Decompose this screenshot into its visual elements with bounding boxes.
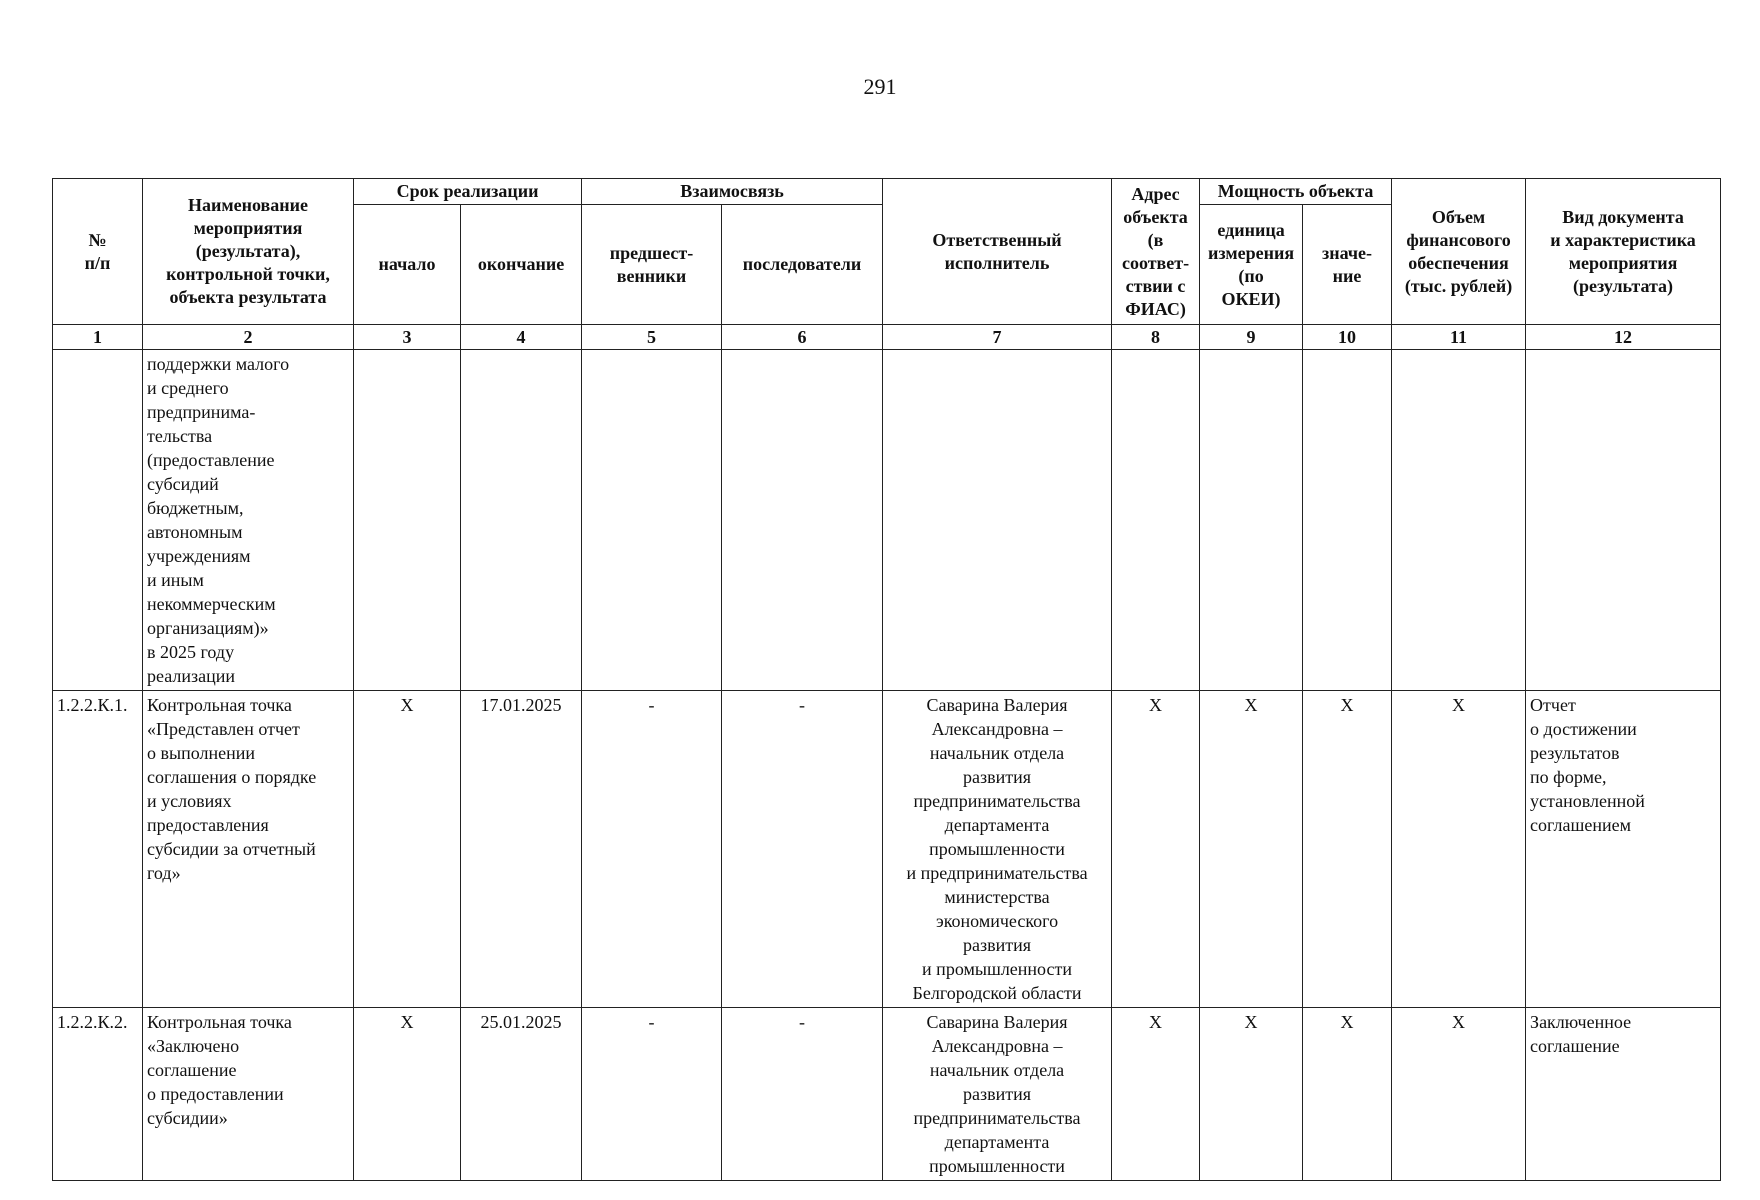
header-capacity-unit: единица измерения (по ОКЕИ) <box>1200 205 1303 325</box>
header-link-group: Взаимосвязь <box>582 179 883 205</box>
cell-prev <box>582 350 722 691</box>
cell-next: - <box>722 1008 883 1181</box>
cell-next: - <box>722 691 883 1008</box>
cell-no: 1.2.2.К.2. <box>53 1008 143 1181</box>
cell-unit: X <box>1200 691 1303 1008</box>
header-term-end: окончание <box>461 205 582 325</box>
cell-unit <box>1200 350 1303 691</box>
cell-prev: - <box>582 1008 722 1181</box>
header-term-start: начало <box>354 205 461 325</box>
column-number-row <box>53 325 1721 350</box>
header-finance: Объем финансового обеспечения (тыс. рублей) <box>1392 179 1526 325</box>
cell-responsible: Саварина Валерия Александровна – начальник отдела развития предпринимательства департамента промышленности и предпринимательства министерства экономического развития и промышленности Белгородской области <box>883 691 1112 1008</box>
cell-finance: X <box>1392 1008 1526 1181</box>
cell-responsible: Саварина Валерия Александровна – начальник отдела развития предпринимательства департамента промышленности <box>883 1008 1112 1181</box>
cell-finance: X <box>1392 691 1526 1008</box>
header-doc-type: Вид документа и характеристика мероприятия (результата) <box>1526 179 1721 325</box>
cell-unit: X <box>1200 1008 1303 1181</box>
cell-doc: Заключенное соглашение <box>1526 1008 1721 1181</box>
table-row <box>53 1008 1721 1181</box>
column-number: 8 <box>1112 325 1200 350</box>
column-number: 11 <box>1392 325 1526 350</box>
cell-name: Контрольная точка «Заключено соглашение о предоставлении субсидии» <box>143 1008 354 1181</box>
cell-end <box>461 350 582 691</box>
cell-start: X <box>354 1008 461 1181</box>
header-name: Наименование мероприятия (результата), контрольной точки, объекта результата <box>143 179 354 325</box>
column-number: 1 <box>53 325 143 350</box>
header-row-1 <box>53 179 1721 205</box>
column-number: 2 <box>143 325 354 350</box>
cell-start <box>354 350 461 691</box>
cell-end: 17.01.2025 <box>461 691 582 1008</box>
header-capacity-group: Мощность объекта <box>1200 179 1392 205</box>
column-number: 7 <box>883 325 1112 350</box>
column-number: 10 <box>1303 325 1392 350</box>
cell-value: X <box>1303 691 1392 1008</box>
header-responsible: Ответственный исполнитель <box>883 179 1112 325</box>
cell-name: поддержки малого и среднего предпринима- тельства (предоставление субсидий бюджетным, автономным учреждениям и иным некоммерческим организациям)» в 2025 году реализации <box>143 350 354 691</box>
column-number: 9 <box>1200 325 1303 350</box>
cell-address: X <box>1112 691 1200 1008</box>
cell-doc: Отчет о достижении результатов по форме, установленной соглашением <box>1526 691 1721 1008</box>
header-link-next: последователи <box>722 205 883 325</box>
header-link-prev: предшест- венники <box>582 205 722 325</box>
header-no: № п/п <box>53 179 143 325</box>
header-term-group: Срок реализации <box>354 179 582 205</box>
cell-next <box>722 350 883 691</box>
cell-no <box>53 350 143 691</box>
header-address: Адрес объекта (в соответ- ствии с ФИАС) <box>1112 179 1200 325</box>
cell-start: X <box>354 691 461 1008</box>
column-number: 5 <box>582 325 722 350</box>
table-row <box>53 691 1721 1008</box>
cell-end: 25.01.2025 <box>461 1008 582 1181</box>
cell-name: Контрольная точка «Представлен отчет о выполнении соглашения о порядке и условиях предоставления субсидии за отчетный год» <box>143 691 354 1008</box>
cell-address: X <box>1112 1008 1200 1181</box>
header-capacity-value: значе- ние <box>1303 205 1392 325</box>
column-number: 6 <box>722 325 883 350</box>
cell-value <box>1303 350 1392 691</box>
table-row <box>53 350 1721 691</box>
column-number: 12 <box>1526 325 1721 350</box>
cell-no: 1.2.2.К.1. <box>53 691 143 1008</box>
cell-address <box>1112 350 1200 691</box>
cell-prev: - <box>582 691 722 1008</box>
plan-table <box>52 178 1721 1181</box>
cell-responsible <box>883 350 1112 691</box>
column-number: 3 <box>354 325 461 350</box>
cell-doc <box>1526 350 1721 691</box>
cell-value: X <box>1303 1008 1392 1181</box>
column-number: 4 <box>461 325 582 350</box>
cell-finance <box>1392 350 1526 691</box>
page-number: 291 <box>863 74 897 99</box>
